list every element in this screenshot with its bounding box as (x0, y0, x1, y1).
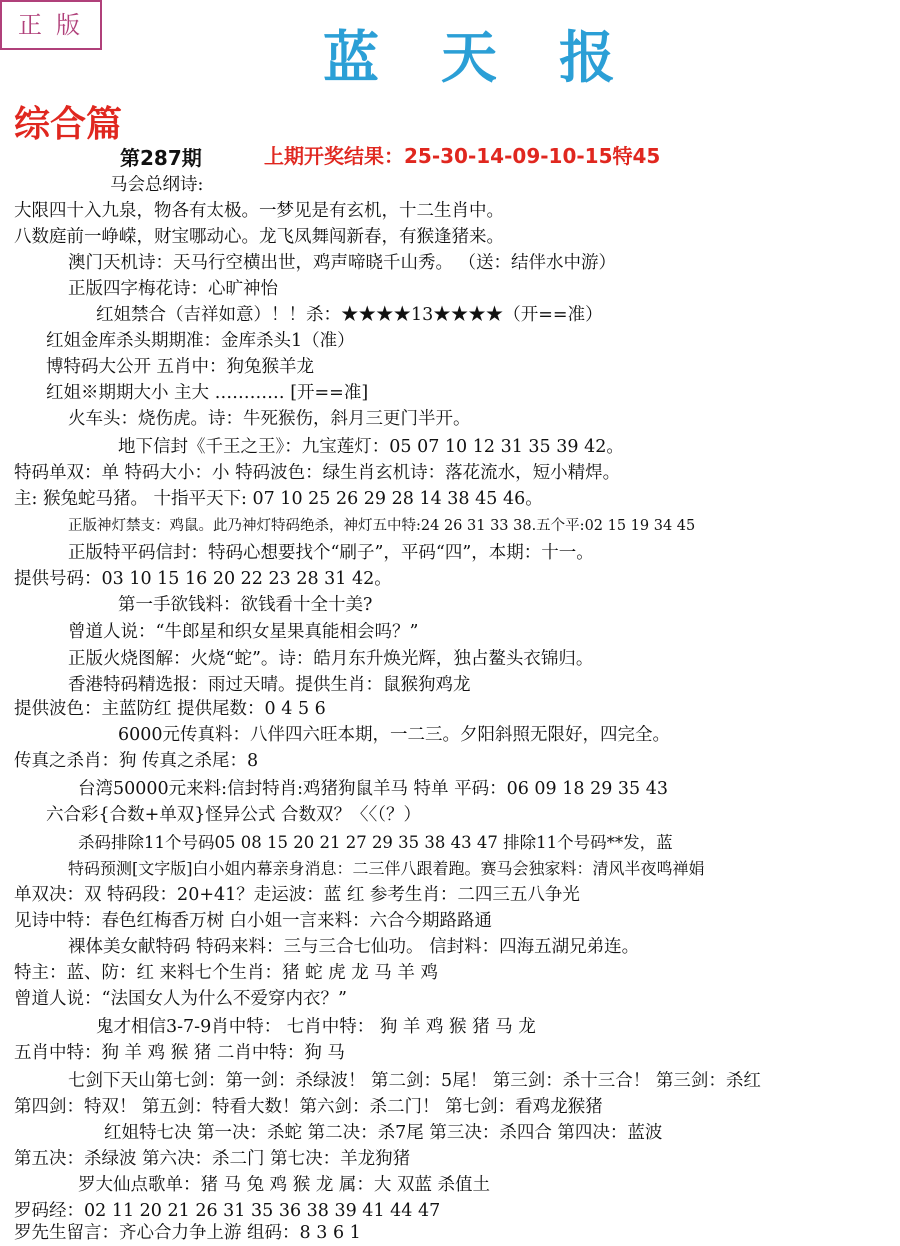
text-line: 马会总纲诗: (110, 175, 204, 195)
text-line: 罗大仙点歌单：猪 马 兔 鸡 猴 龙 属：大 双蓝 杀值土 (78, 1175, 491, 1195)
text-line: 主: 猴兔蛇马猪。 十指平天下: 07 10 25 26 29 28 14 38 45 46。 (14, 489, 543, 509)
text-line: 火车头：烧伤虎。诗：牛死猴伤，斜月三更门半开。 (68, 409, 471, 429)
text-line: 香港特码精选报：雨过天晴。提供生肖：鼠猴狗鸡龙 (68, 675, 471, 695)
text-line: 正版火烧图解：火烧“蛇”。诗：皓月东升焕光辉，独占鳌头衣锦归。 (68, 649, 594, 669)
text-line: 台湾50000元来料:信封特肖:鸡猪狗鼠羊马 特单 平码：06 09 18 29 35 43 (78, 779, 669, 799)
text-line: 七剑下天山第七剑：第一剑：杀绿波！ 第二剑：5尾！ 第三剑：杀十三合！ 第三剑：杀红 (68, 1071, 761, 1091)
text-line: 红姐金库杀头期期准：金库杀头1（准） (46, 331, 355, 351)
text-line: 六合彩{合数+单双}怪异公式 合数双？〈〈（？） (46, 805, 421, 825)
text-line: 第一手欲钱料：欲钱看十全十美? (118, 595, 373, 615)
text-line: 罗码经：02 11 20 21 26 31 35 36 38 39 41 44 47 (14, 1201, 441, 1221)
text-line: 地下信封《千王之王》：九宝莲灯：05 07 10 12 31 35 39 42。 (118, 437, 624, 457)
text-line: 博特码大公开 五肖中：狗兔猴羊龙 (46, 357, 315, 377)
text-line: 第五决：杀绿波 第六决：杀二门 第七决：羊龙狗猪 (14, 1149, 411, 1169)
text-line: 传真之杀肖：狗 传真之杀尾：8 (14, 751, 259, 771)
text-line: 正版四字梅花诗：心旷神怡 (68, 279, 278, 299)
text-line: 提供波色：主蓝防红 提供尾数：0 4 5 6 (14, 699, 326, 719)
text-line: 裸体美女献特码 特码来料：三与三合七仙功。 信封料：四海五湖兄弟连。 (68, 937, 640, 957)
text-line: 红姐※期期大小 主大 ………… [开==准] (46, 383, 369, 403)
text-line: 第四剑：特双！ 第五剑：特看大数！第六剑：杀二门！ 第七剑：看鸡龙猴猪 (14, 1097, 603, 1117)
text-line: 鬼才相信3-7-9肖中特： 七肖中特： 狗 羊 鸡 猴 猪 马 龙 (96, 1017, 536, 1037)
text-line: 正版神灯禁支：鸡鼠。此乃神灯特码绝杀，神灯五中特:24 26 31 33 38.五个平:02 15 19 34 45 (68, 518, 696, 534)
text-line: 特码单双：单 特码大小：小 特码波色：绿生肖玄机诗：落花流水，短小精焊。 (14, 463, 621, 483)
text-line: 杀码排除11个号码05 08 15 20 21 27 29 35 38 43 47 排除11个号码**发，蓝 (78, 833, 673, 852)
text-line: 曾道人说：“法国女人为什么不爱穿内衣？” (14, 989, 347, 1009)
text-line: 6000元传真料：八伴四六旺本期，一二三。夕阳斜照无限好，四完全。 (118, 725, 671, 745)
text-line: 大限四十入九泉，物各有太极。一梦见是有玄机，十二生肖中。 (14, 201, 504, 221)
text-line: 曾道人说：“牛郎星和织女星果真能相会吗？” (68, 622, 419, 642)
text-line: 单双决：双 特码段：20+41？走运波：蓝 红 参考生肖：二四三五八争光 (14, 885, 580, 905)
masthead-title: 蓝天报 (323, 26, 677, 91)
text-line: 特码预测[文字版]白小姐内幕亲身消息：二三伴八跟着跑。赛马会独家料：清风半夜鸣禅娟 (68, 859, 705, 878)
text-line: 罗先生留言：齐心合力争上游 组码：8 3 6 1 (14, 1223, 361, 1243)
text-line: 五肖中特：狗 羊 鸡 猴 猪 二肖中特：狗 马 (14, 1043, 345, 1063)
last-draw-result: 上期开奖结果：25-30-14-09-10-15特45 (264, 144, 661, 168)
text-line: 红姐特七决 第一决：杀蛇 第二决：杀7尾 第三决：杀四合 第四决：蓝波 (104, 1123, 663, 1143)
text-line: 八数庭前一峥嵘，财宝哪动心。龙飞凤舞闯新春，有猴逢猪来。 (14, 227, 504, 247)
section-title: 综合篇 (14, 103, 123, 145)
zhengban-badge: 正版 (0, 0, 102, 50)
text-line: 提供号码：03 10 15 16 20 22 23 28 31 42。 (14, 569, 392, 589)
text-line: 正版特平码信封：特码心想要找个“刷子”，平码“四”，本期：十一。 (68, 543, 594, 563)
text-line: 澳门天机诗：天马行空横出世，鸡声啼晓千山秀。 （送：结伴水中游） (68, 253, 617, 273)
text-line: 见诗中特：春色红梅香万树 白小姐一言来料：六合今期路路通 (14, 911, 493, 931)
text-line: 红姐禁合（吉祥如意）！！杀：★★★★13★★★★（开==准） (96, 305, 603, 325)
text-line: 特主：蓝、防：红 来料七个生肖：猪 蛇 虎 龙 马 羊 鸡 (14, 963, 438, 983)
issue-number: 第287期 (120, 146, 202, 170)
